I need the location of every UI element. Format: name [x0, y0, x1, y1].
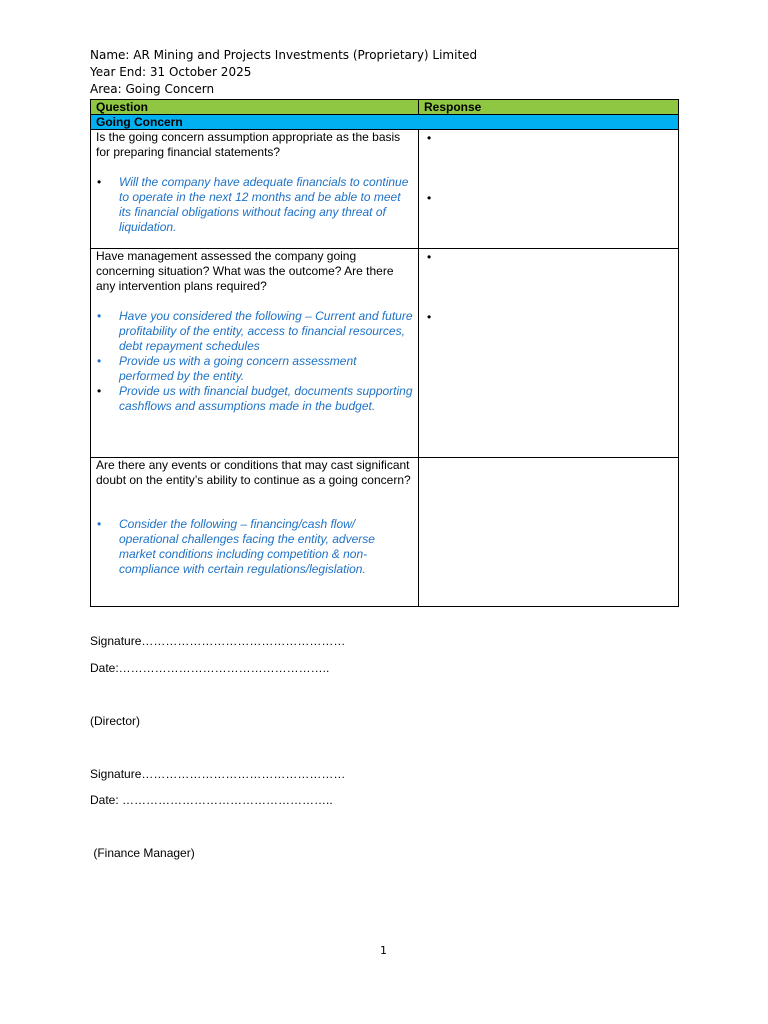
signature-line-director: Signature…………………………………………… — [90, 634, 346, 648]
question-text: Are there any events or conditions that may cast significant doubt on the entity’s ability to continue as a going concern? — [96, 458, 411, 487]
doc-name: Name: AR Mining and Projects Investments (Proprietary) Limited — [90, 48, 478, 62]
question-cell — [91, 458, 419, 607]
response-bullet: • — [427, 131, 432, 145]
hint-item: • Have you considered the following – Current and future profitability of the entity, access to financial resources, debt repayment schedules — [96, 309, 413, 354]
table-row — [91, 249, 679, 458]
hint-item: • Provide us with financial budget, documents supporting cashflows and assumptions made in the budget. — [96, 384, 413, 414]
column-header-response: Response — [419, 100, 679, 115]
table-row — [91, 130, 679, 249]
question-text: Is the going concern assumption appropriate as the basis for preparing financial statements? — [96, 130, 401, 159]
column-header-question: Question — [91, 100, 419, 115]
hint-item: • Will the company have adequate financials to continue to operate in the next 12 months and be able to meet its financial obligations without facing any threat of liquidation. — [96, 175, 413, 235]
hint-list — [96, 309, 413, 414]
question-cell — [91, 130, 419, 249]
date-line-director: Date:…………………………………………….. — [90, 661, 330, 675]
hint-list — [96, 175, 413, 235]
response-cell[interactable] — [419, 458, 679, 607]
date-line-finance-manager: Date: …………………………………………….. — [90, 793, 333, 807]
section-title: Going Concern — [91, 115, 679, 130]
table-header-row — [91, 100, 679, 115]
hint-item: • Provide us with a going concern assessment performed by the entity. — [96, 354, 413, 384]
question-text: Have management assessed the company going concerning situation? What was the outcome? Are there any intervention plans required? — [96, 249, 394, 293]
table-row — [91, 458, 679, 607]
response-cell[interactable] — [419, 130, 679, 249]
role-finance-manager: (Finance Manager) — [90, 846, 195, 860]
doc-area: Area: Going Concern — [90, 82, 215, 96]
response-bullet: • — [427, 250, 432, 264]
section-row — [91, 115, 679, 130]
going-concern-table — [90, 99, 679, 607]
doc-year-end: Year End: 31 October 2025 — [90, 65, 252, 79]
signature-line-finance-manager: Signature…………………………………………… — [90, 767, 346, 781]
page-number: 1 — [380, 944, 387, 957]
hint-list — [96, 517, 413, 577]
role-director: (Director) — [90, 714, 140, 728]
hint-item: • Consider the following – financing/cash flow/ operational challenges facing the entity, adverse market conditions including competition & non-compliance with certain regulations/legislation. — [96, 517, 413, 577]
response-bullet: • — [427, 191, 432, 205]
response-bullet: • — [427, 310, 432, 324]
question-cell — [91, 249, 419, 458]
response-cell[interactable] — [419, 249, 679, 458]
